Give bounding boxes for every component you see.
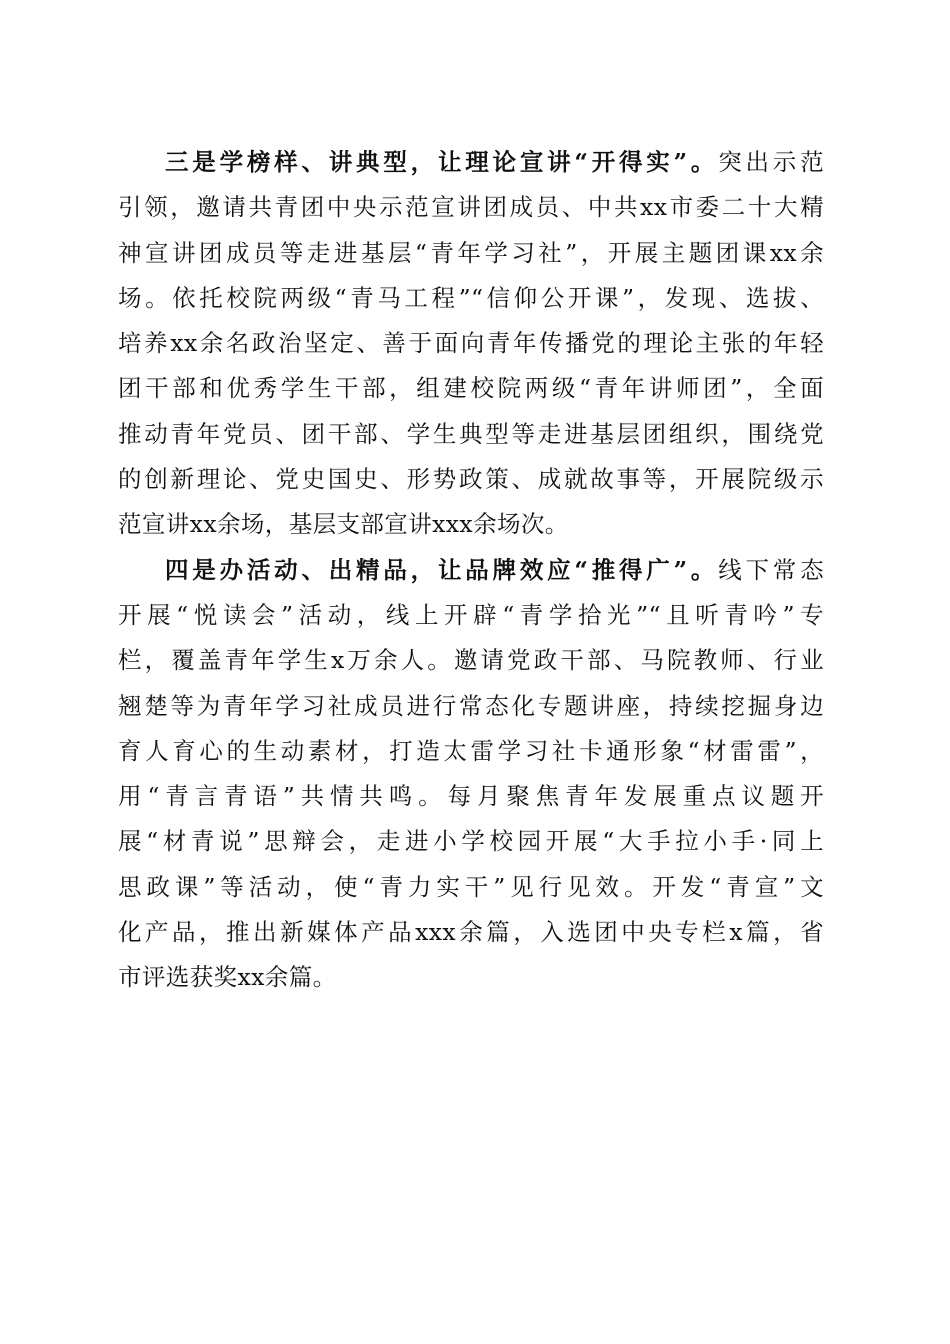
paragraph-line: 的创新理论、党史国史、形势政策、成就故事等，开展院级示 bbox=[118, 465, 824, 494]
paragraph-text: 线下常态 bbox=[718, 555, 825, 584]
paragraph-1 bbox=[118, 140, 824, 548]
paragraph-line: 引领，邀请共青团中央示范宣讲团成员、中共xx市委二十大精 bbox=[118, 193, 824, 222]
paragraph-2 bbox=[118, 548, 824, 1001]
paragraph-line: 栏，覆盖青年学生x万余人。邀请党政干部、马院教师、行业 bbox=[118, 646, 824, 675]
paragraph-line: 思政课”等活动，使“青力实干”见行见效。开发“青宣”文 bbox=[118, 872, 824, 901]
paragraph-line: 开展“悦读会”活动，线上开辟“青学拾光”“且听青吟”专 bbox=[118, 600, 824, 629]
paragraph-line: 化产品，推出新媒体产品xxx余篇，入选团中央专栏x篇，省 bbox=[118, 918, 824, 947]
paragraph-lead: 三是学榜样、讲典型，让理论宣讲“开得实”。 bbox=[165, 148, 719, 176]
paragraph-line: 范宣讲xx余场，基层支部宣讲xxx余场次。 bbox=[118, 510, 569, 539]
paragraph-text: 突出示范 bbox=[718, 148, 825, 176]
paragraph-line: 神宣讲团成员等走进基层“青年学习社”，开展主题团课xx余 bbox=[118, 238, 824, 267]
paragraph-line: 市评选获奖xx余篇。 bbox=[118, 963, 337, 992]
paragraph-line: 推动青年党员、团干部、学生典型等走进基层团组织，围绕党 bbox=[118, 419, 824, 448]
paragraph-line: 用“青言青语”共情共鸣。每月聚焦青年发展重点议题开 bbox=[118, 782, 824, 811]
paragraph-line: 育人育心的生动素材，打造太雷学习社卡通形象“材雷雷”， bbox=[118, 736, 824, 765]
paragraph-line: 展“材青说”思辩会，走进小学校园开展“大手拉小手·同上 bbox=[118, 827, 824, 856]
document-body bbox=[118, 140, 824, 1001]
paragraph-line: 翘楚等为青年学习社成员进行常态化专题讲座，持续挖掘身边 bbox=[118, 691, 824, 720]
paragraph-line: 培养xx余名政治坚定、善于面向青年传播党的理论主张的年轻 bbox=[118, 329, 824, 358]
paragraph-line: 场。依托校院两级“青马工程”“信仰公开课”，发现、选拔、 bbox=[118, 283, 824, 312]
paragraph-line bbox=[118, 140, 824, 185]
paragraph-line: 团干部和优秀学生干部，组建校院两级“青年讲师团”，全面 bbox=[118, 374, 824, 403]
paragraph-lead: 四是办活动、出精品，让品牌效应“推得广”。 bbox=[165, 555, 719, 584]
paragraph-line bbox=[118, 548, 824, 593]
